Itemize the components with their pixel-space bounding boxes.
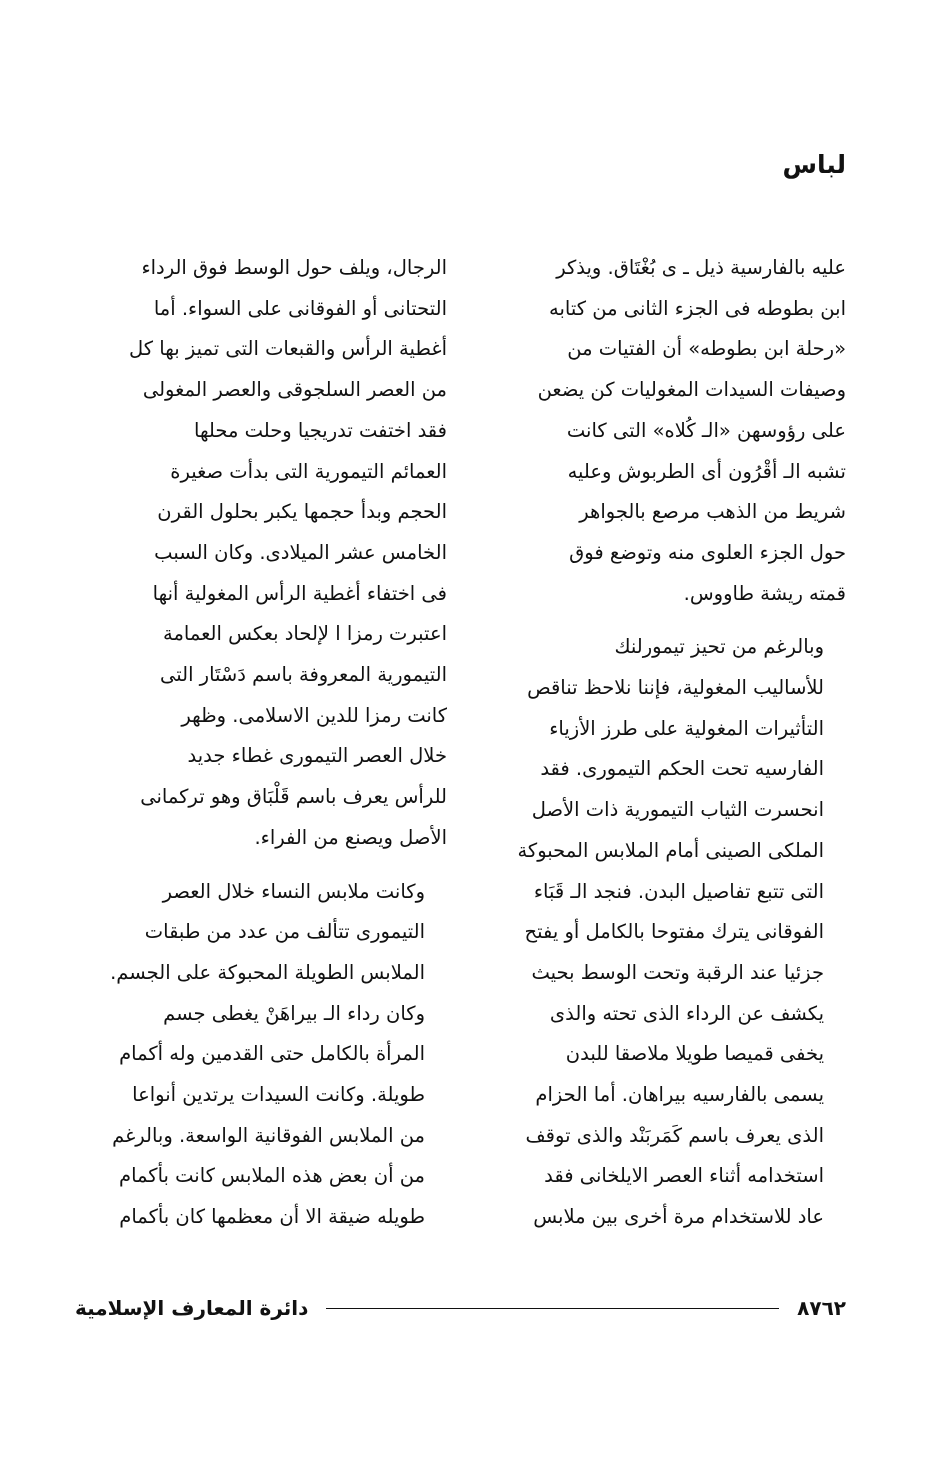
text-line: طويله ضيقة الا أن معظمها كان بأكمام [119, 1205, 425, 1229]
page-number: ٨٧٦٢ [797, 1296, 846, 1320]
text-line: وكانت ملابس النساء خلال العصر [162, 879, 425, 903]
text-line: استخدامه أثناء العصر الايلخانى فقد [544, 1164, 824, 1188]
text-line: وكان رداء الـ بيراهَنْ يغطى جسم [163, 1001, 425, 1025]
page-footer [75, 1292, 846, 1324]
text-line: التى تتبع تفاصيل البدن. فنجد الـ قَبَاء [533, 879, 824, 903]
text-line: الرجال، ويلف حول الوسط فوق الرداء [141, 256, 447, 279]
text-line: اعتبرت رمزا ا لإلحاد بعكس العمامة [162, 622, 447, 646]
text-line: الذى يعرف باسم كَمَربَنْد والذى توقف [525, 1123, 824, 1147]
paragraph [474, 248, 846, 614]
text-line: الملكى الصينى أمام الملابس المحبوكة [517, 838, 824, 862]
text-line: الفارسيه تحت الحكم التيمورى. فقد [540, 757, 824, 781]
text-line: من الملابس الفوقانية الواسعة. وبالرغم [112, 1123, 425, 1147]
publication-title: دائرة المعارف الإسلامية [75, 1296, 309, 1320]
text-line: الحجم وبدأ حجمها يكبر بحلول القرن [157, 500, 447, 524]
text-line: للرأس يعرف باسم قَلْبَاق وهو تركمانى [140, 785, 447, 809]
text-line: عليه بالفارسية ذيل ـ ى بُغْتَاق. ويذكر [556, 256, 846, 279]
text-line: انحسرت الثياب التيمورية ذات الأصل [531, 798, 824, 822]
text-line: وصيفات السيدات المغوليات كن يضعن [537, 378, 846, 402]
text-line: شريط من الذهب مرصع بالجواهر [579, 500, 846, 524]
text-line: العمائم التيمورية التى بدأت صغيرة [170, 459, 447, 483]
text-line: خلال العصر التيمورى غطاء جديد [187, 744, 447, 768]
running-head: لباس [782, 150, 846, 179]
text-line: فقد اختفت تدريجيا وحلت محلها [194, 418, 447, 442]
text-line: المرأة بالكامل حتى القدمين وله أكمام [119, 1042, 425, 1066]
paragraph [75, 872, 447, 1238]
text-line: «رحلة ابن بطوطه» أن الفتيات من [567, 337, 846, 361]
text-line: تشبه الـ أقْرُون أى الطربوش وعليه [567, 459, 846, 483]
text-line: ابن بطوطه فى الجزء الثانى من كتابه [549, 296, 846, 320]
text-line: طويلة. وكانت السيدات يرتدين أنواعا [132, 1083, 425, 1107]
left-column [75, 248, 447, 1238]
text-line: جزئيا عند الرقبة وتحت الوسط بحيث [531, 960, 824, 984]
text-line: الأصل ويصنع من الفراء. [254, 825, 447, 849]
text-line: التيمورى تتألف من عدد من طبقات [144, 920, 425, 944]
text-line: من العصر السلجوقى والعصر المغولى [142, 378, 447, 402]
text-line: عاد للاستخدام مرة أخرى بين ملابس [533, 1205, 824, 1229]
text-line: يسمى بالفارسيه بيراهان. أما الحزام [535, 1083, 824, 1107]
text-line: التيمورية المعروفة باسم دَسْتَار التى [159, 663, 447, 687]
text-line: الخامس عشر الميلادى. وكان السبب [154, 540, 447, 564]
text-line: وبالرغم من تحيز تيمورلنك [614, 635, 824, 659]
text-line: قمته ريشة طاووس. [683, 581, 846, 605]
text-line: الفوقانى يترك مفتوحا بالكامل أو يفتح [524, 920, 824, 944]
text-line: للأساليب المغولية، فإننا نلاحظ تناقص [527, 676, 824, 700]
right-column [474, 248, 846, 1238]
text-line: حول الجزء العلوى منه وتوضع فوق [569, 540, 846, 564]
text-line: من أن بعض هذه الملابس كانت بأكمام [119, 1164, 425, 1188]
text-line: يكشف عن الرداء الذى تحته والذى [549, 1001, 824, 1025]
text-line: الملابس الطويلة المحبوكة على الجسم. [110, 960, 425, 984]
text-line: فى اختفاء أغطية الرأس المغولية أنها [152, 581, 447, 605]
text-line: التأثيرات المغولية على طرز الأزياء [549, 716, 824, 740]
paragraph [75, 248, 447, 859]
footer-rule [326, 1308, 779, 1309]
text-line: أغطية الرأس والقبعات التى تميز بها كل [129, 337, 447, 361]
text-line: التحتانى أو الفوقانى على السواء. أما [153, 296, 447, 320]
paragraph [474, 627, 846, 1238]
text-line: يخفى قميصا طويلا ملاصقا للبدن [565, 1042, 824, 1066]
text-line: كانت رمزا للدين الاسلامى. وظهر [181, 703, 447, 727]
text-line: على رؤوسهن «الـ كُلاه» التى كانت [566, 418, 846, 442]
